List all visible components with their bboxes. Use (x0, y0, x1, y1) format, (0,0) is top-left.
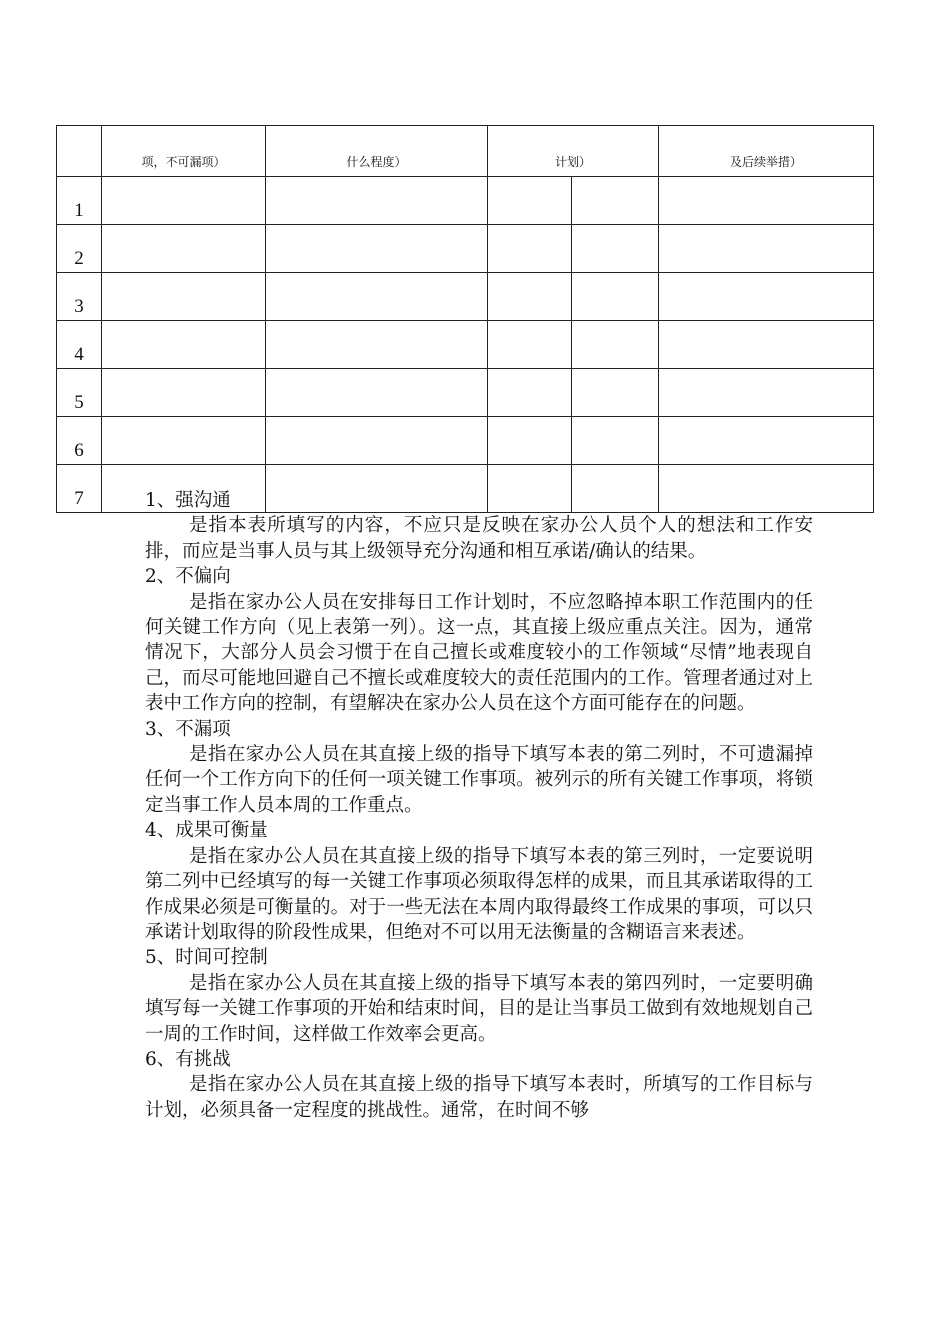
table-cell (266, 321, 488, 369)
section-paragraph: 是指在家办公人员在其直接上级的指导下填写本表的第三列时，一定要说明第二列中已经填写的每一关键工作事项必须取得怎样的成果，而且其承诺取得的工作成果必须是可衡量的。对于一些无法在本周内取得最终工作成果的事项，可以只承诺计划取得的阶段性成果，但绝对不可以用无法衡量的含糊语言来表述。 (145, 845, 813, 943)
table-cell (266, 177, 488, 225)
table-cell (572, 177, 659, 225)
table-cell (572, 321, 659, 369)
section-paragraph: 是指在家办公人员在其直接上级的指导下填写本表的第二列时，不可遗漏掉任何一个工作方向下的任何一项关键工作事项。被列示的所有关键工作事项，将锁定当事工作人员本周的工作重点。 (145, 744, 813, 816)
table-cell (572, 273, 659, 321)
table-row (57, 177, 874, 225)
row-number: 7 (57, 465, 102, 513)
table-row (57, 369, 874, 417)
section-heading: 3、不漏项 (145, 718, 231, 740)
row-number: 1 (57, 177, 102, 225)
table-header-row (57, 126, 874, 177)
section-paragraph: 是指在家办公人员在其直接上级的指导下填写本表的第四列时，一定要明确填写每一关键工作事项的开始和结束时间，目的是让当事员工做到有效地规划自己一周的工作时间，这样做工作效率会更高。 (145, 972, 813, 1045)
table-row (57, 273, 874, 321)
table-cell (266, 369, 488, 417)
table-cell (488, 321, 572, 369)
table-cell (572, 225, 659, 273)
row-number: 4 (57, 321, 102, 369)
section-heading: 6、有挑战 (145, 1048, 231, 1070)
weekly-plan-table (56, 125, 874, 513)
header-cell-outcome: 什么程度） (266, 126, 488, 177)
table-cell (572, 417, 659, 465)
table-cell (659, 369, 874, 417)
section-heading: 1、强沟通 (145, 490, 231, 511)
row-number: 2 (57, 225, 102, 273)
table-row (57, 417, 874, 465)
section-heading: 5、时间可控制 (145, 947, 268, 969)
table-row (57, 321, 874, 369)
table-cell (102, 225, 266, 273)
header-cell-index (57, 126, 102, 177)
row-number: 3 (57, 273, 102, 321)
table-cell (102, 417, 266, 465)
table-row (57, 225, 874, 273)
table-cell (266, 417, 488, 465)
table-cell (659, 177, 874, 225)
row-number: 6 (57, 417, 102, 465)
table-cell (659, 273, 874, 321)
header-cell-work-items: 项，不可漏项） (102, 126, 266, 177)
table-cell (488, 369, 572, 417)
table-cell (102, 273, 266, 321)
section-heading: 2、不偏向 (145, 566, 231, 588)
section-paragraph: 是指本表所填写的内容，不应只是反映在家办公人员个人的想法和工作安排，而应是当事人员与其上级领导充分沟通和相互承诺/确认的结果。 (145, 515, 813, 562)
section-heading: 4、成果可衡量 (145, 820, 268, 842)
table-cell (488, 177, 572, 225)
section-paragraph: 是指在家办公人员在其直接上级的指导下填写本表时，所填写的工作目标与计划，必须具备一定程度的挑战性。通常，在时间不够 (145, 1074, 813, 1121)
header-cell-followup: 及后续举措） (659, 126, 874, 177)
table-cell (102, 177, 266, 225)
header-cell-schedule: 计划） (488, 126, 659, 177)
row-number: 5 (57, 369, 102, 417)
table-cell (488, 225, 572, 273)
section-paragraph: 是指在家办公人员在安排每日工作计划时，不应忽略掉本职工作范围内的任何关键工作方向（见上表第一列）。这一点，其直接上级应重点关注。因为，通常情况下，大部分人员会习惯于在自己擅长或难度较小的工作领域“尽情”地表现自己，而尽可能地回避自己不擅长或难度较大的责任范围内的工作。管理者通过对上表中工作方向的控制，有望解决在家办公人员在这个方面可能存在的问题。 (145, 591, 813, 715)
table-cell (572, 369, 659, 417)
table-cell (659, 321, 874, 369)
table-cell (266, 225, 488, 273)
guidelines-body (145, 488, 813, 1123)
table-cell (488, 417, 572, 465)
table-cell (659, 417, 874, 465)
table-cell (659, 225, 874, 273)
table-cell (102, 369, 266, 417)
table-cell (488, 273, 572, 321)
table-cell (266, 273, 488, 321)
table-cell (102, 321, 266, 369)
